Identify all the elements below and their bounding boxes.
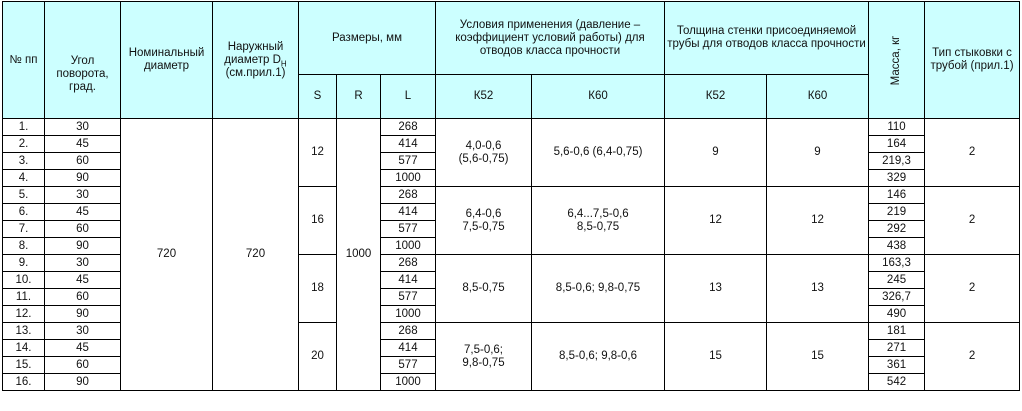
thick-k52-cell: 9 bbox=[665, 119, 767, 187]
cond-k60-cell bbox=[532, 119, 665, 187]
row-number: 6. bbox=[3, 204, 45, 221]
mass-cell: 490 bbox=[869, 306, 925, 323]
radius-cell: 1000 bbox=[337, 119, 381, 391]
mass-cell: 245 bbox=[869, 272, 925, 289]
header-joint: Тип стыковки с трубой (прил.1) bbox=[925, 2, 1020, 119]
thick-k52-cell: 12 bbox=[665, 187, 767, 255]
joint-type-cell: 2 bbox=[925, 255, 1020, 323]
mass-cell: 361 bbox=[869, 357, 925, 374]
mass-cell: 292 bbox=[869, 221, 925, 238]
cond-k60-line2: 8,5-0,75 bbox=[576, 220, 620, 233]
header-thick-k60: К60 bbox=[767, 75, 869, 119]
cond-k52-cell bbox=[436, 119, 532, 187]
cond-k60-cell bbox=[532, 187, 665, 255]
cond-k60-cell bbox=[532, 323, 665, 391]
mass-cell: 271 bbox=[869, 340, 925, 357]
header-cond-k60: К60 bbox=[532, 75, 665, 119]
cond-k52-line2: (5,6-0,75) bbox=[458, 152, 509, 165]
mass-cell: 329 bbox=[869, 170, 925, 187]
length-cell: 1000 bbox=[381, 306, 436, 323]
cond-k52-line1: 8,5-0,75 bbox=[462, 282, 505, 294]
header-thickness: Толщина стенки присоединяемой трубы для отводов класса прочности bbox=[665, 2, 869, 75]
cond-k52-line1: 6,4-0,6 bbox=[465, 207, 502, 220]
joint-type-cell: 2 bbox=[925, 119, 1020, 187]
angle-cell: 45 bbox=[45, 136, 121, 153]
row-number: 9. bbox=[3, 255, 45, 272]
header-outer-label: Наружный диаметр D bbox=[224, 40, 284, 66]
cond-k60-line1: 5,6-0,6 (6,4-0,75) bbox=[553, 146, 643, 158]
header-mass bbox=[869, 2, 925, 119]
header-l: L bbox=[381, 75, 436, 119]
header-cond-k52: К52 bbox=[436, 75, 532, 119]
length-cell: 268 bbox=[381, 255, 436, 272]
header-sizes: Размеры, мм bbox=[299, 2, 436, 75]
angle-cell: 45 bbox=[45, 272, 121, 289]
row-number: 16. bbox=[3, 374, 45, 391]
mass-cell: 542 bbox=[869, 374, 925, 391]
length-cell: 1000 bbox=[381, 238, 436, 255]
outer-diameter-cell: 720 bbox=[213, 119, 299, 391]
cond-k52-line2: 7,5-0,75 bbox=[462, 220, 505, 233]
header-outer-sub: Н bbox=[280, 58, 287, 68]
thick-k52-cell: 13 bbox=[665, 255, 767, 323]
angle-cell: 60 bbox=[45, 357, 121, 374]
header-outer-note: (см.прил.1) bbox=[225, 66, 286, 79]
row-number: 12. bbox=[3, 306, 45, 323]
row-number: 10. bbox=[3, 272, 45, 289]
wall-s-cell: 20 bbox=[299, 323, 337, 391]
angle-cell: 90 bbox=[45, 238, 121, 255]
thick-k60-cell: 12 bbox=[767, 187, 869, 255]
length-cell: 577 bbox=[381, 357, 436, 374]
row-number: 4. bbox=[3, 170, 45, 187]
spec-table-container bbox=[2, 1, 1020, 391]
header-s: S bbox=[299, 75, 337, 119]
angle-cell: 60 bbox=[45, 153, 121, 170]
header-thick-k52: К52 bbox=[665, 75, 767, 119]
row-number: 5. bbox=[3, 187, 45, 204]
bends-spec-table bbox=[2, 1, 1020, 391]
length-cell: 577 bbox=[381, 289, 436, 306]
thick-k52-cell: 15 bbox=[665, 323, 767, 391]
cond-k52-line1: 4,0-0,6 bbox=[465, 139, 502, 152]
row-number: 11. bbox=[3, 289, 45, 306]
angle-cell: 60 bbox=[45, 289, 121, 306]
table-body bbox=[3, 119, 1020, 391]
header-outer-diameter bbox=[213, 2, 299, 119]
mass-cell: 164 bbox=[869, 136, 925, 153]
length-cell: 577 bbox=[381, 153, 436, 170]
row-number: 2. bbox=[3, 136, 45, 153]
length-cell: 268 bbox=[381, 323, 436, 340]
row-number: 7. bbox=[3, 221, 45, 238]
row-number: 13. bbox=[3, 323, 45, 340]
header-mass-label: Масса, кг bbox=[890, 35, 903, 85]
length-cell: 414 bbox=[381, 136, 436, 153]
cond-k52-cell bbox=[436, 255, 532, 323]
row-number: 3. bbox=[3, 153, 45, 170]
angle-cell: 60 bbox=[45, 221, 121, 238]
angle-cell: 30 bbox=[45, 255, 121, 272]
cond-k60-line1: 8,5-0,6; 9,8-0,75 bbox=[555, 282, 641, 294]
header-conditions: Условия применения (давление – коэффициент условий работы) для отводов класса прочности bbox=[436, 2, 665, 75]
thick-k60-cell: 13 bbox=[767, 255, 869, 323]
row-number: 15. bbox=[3, 357, 45, 374]
header-angle: Угол поворота, град. bbox=[45, 2, 121, 119]
cond-k60-line1: 6,4...7,5-0,6 bbox=[567, 207, 629, 220]
angle-cell: 90 bbox=[45, 170, 121, 187]
length-cell: 1000 bbox=[381, 374, 436, 391]
length-cell: 414 bbox=[381, 340, 436, 357]
mass-cell: 326,7 bbox=[869, 289, 925, 306]
joint-type-cell: 2 bbox=[925, 187, 1020, 255]
table-row bbox=[3, 119, 1020, 136]
cond-k52-cell bbox=[436, 187, 532, 255]
cond-k52-line1: 7,5-0,6; bbox=[464, 343, 503, 356]
thick-k60-cell: 9 bbox=[767, 119, 869, 187]
length-cell: 268 bbox=[381, 119, 436, 136]
mass-cell: 181 bbox=[869, 323, 925, 340]
mass-cell: 146 bbox=[869, 187, 925, 204]
table-header bbox=[3, 2, 1020, 119]
nominal-diameter-cell: 720 bbox=[121, 119, 213, 391]
cond-k60-cell bbox=[532, 255, 665, 323]
length-cell: 414 bbox=[381, 204, 436, 221]
row-number: 1. bbox=[3, 119, 45, 136]
angle-cell: 30 bbox=[45, 187, 121, 204]
length-cell: 414 bbox=[381, 272, 436, 289]
angle-cell: 90 bbox=[45, 374, 121, 391]
mass-cell: 219,3 bbox=[869, 153, 925, 170]
thick-k60-cell: 15 bbox=[767, 323, 869, 391]
wall-s-cell: 16 bbox=[299, 187, 337, 255]
cond-k52-line2: 9,8-0,75 bbox=[462, 356, 505, 369]
mass-cell: 219 bbox=[869, 204, 925, 221]
cond-k52-cell bbox=[436, 323, 532, 391]
length-cell: 268 bbox=[381, 187, 436, 204]
mass-cell: 110 bbox=[869, 119, 925, 136]
length-cell: 1000 bbox=[381, 170, 436, 187]
wall-s-cell: 18 bbox=[299, 255, 337, 323]
header-num: № пп bbox=[3, 2, 45, 119]
angle-cell: 90 bbox=[45, 306, 121, 323]
angle-cell: 45 bbox=[45, 340, 121, 357]
angle-cell: 30 bbox=[45, 119, 121, 136]
mass-cell: 163,3 bbox=[869, 255, 925, 272]
wall-s-cell: 12 bbox=[299, 119, 337, 187]
mass-cell: 438 bbox=[869, 238, 925, 255]
cond-k60-line1: 8,5-0,6; 9,8-0,6 bbox=[559, 350, 637, 362]
joint-type-cell: 2 bbox=[925, 323, 1020, 391]
angle-cell: 30 bbox=[45, 323, 121, 340]
length-cell: 577 bbox=[381, 221, 436, 238]
header-nominal-diameter: Номинальный диаметр bbox=[121, 2, 213, 119]
angle-cell: 45 bbox=[45, 204, 121, 221]
row-number: 8. bbox=[3, 238, 45, 255]
row-number: 14. bbox=[3, 340, 45, 357]
header-r: R bbox=[337, 75, 381, 119]
